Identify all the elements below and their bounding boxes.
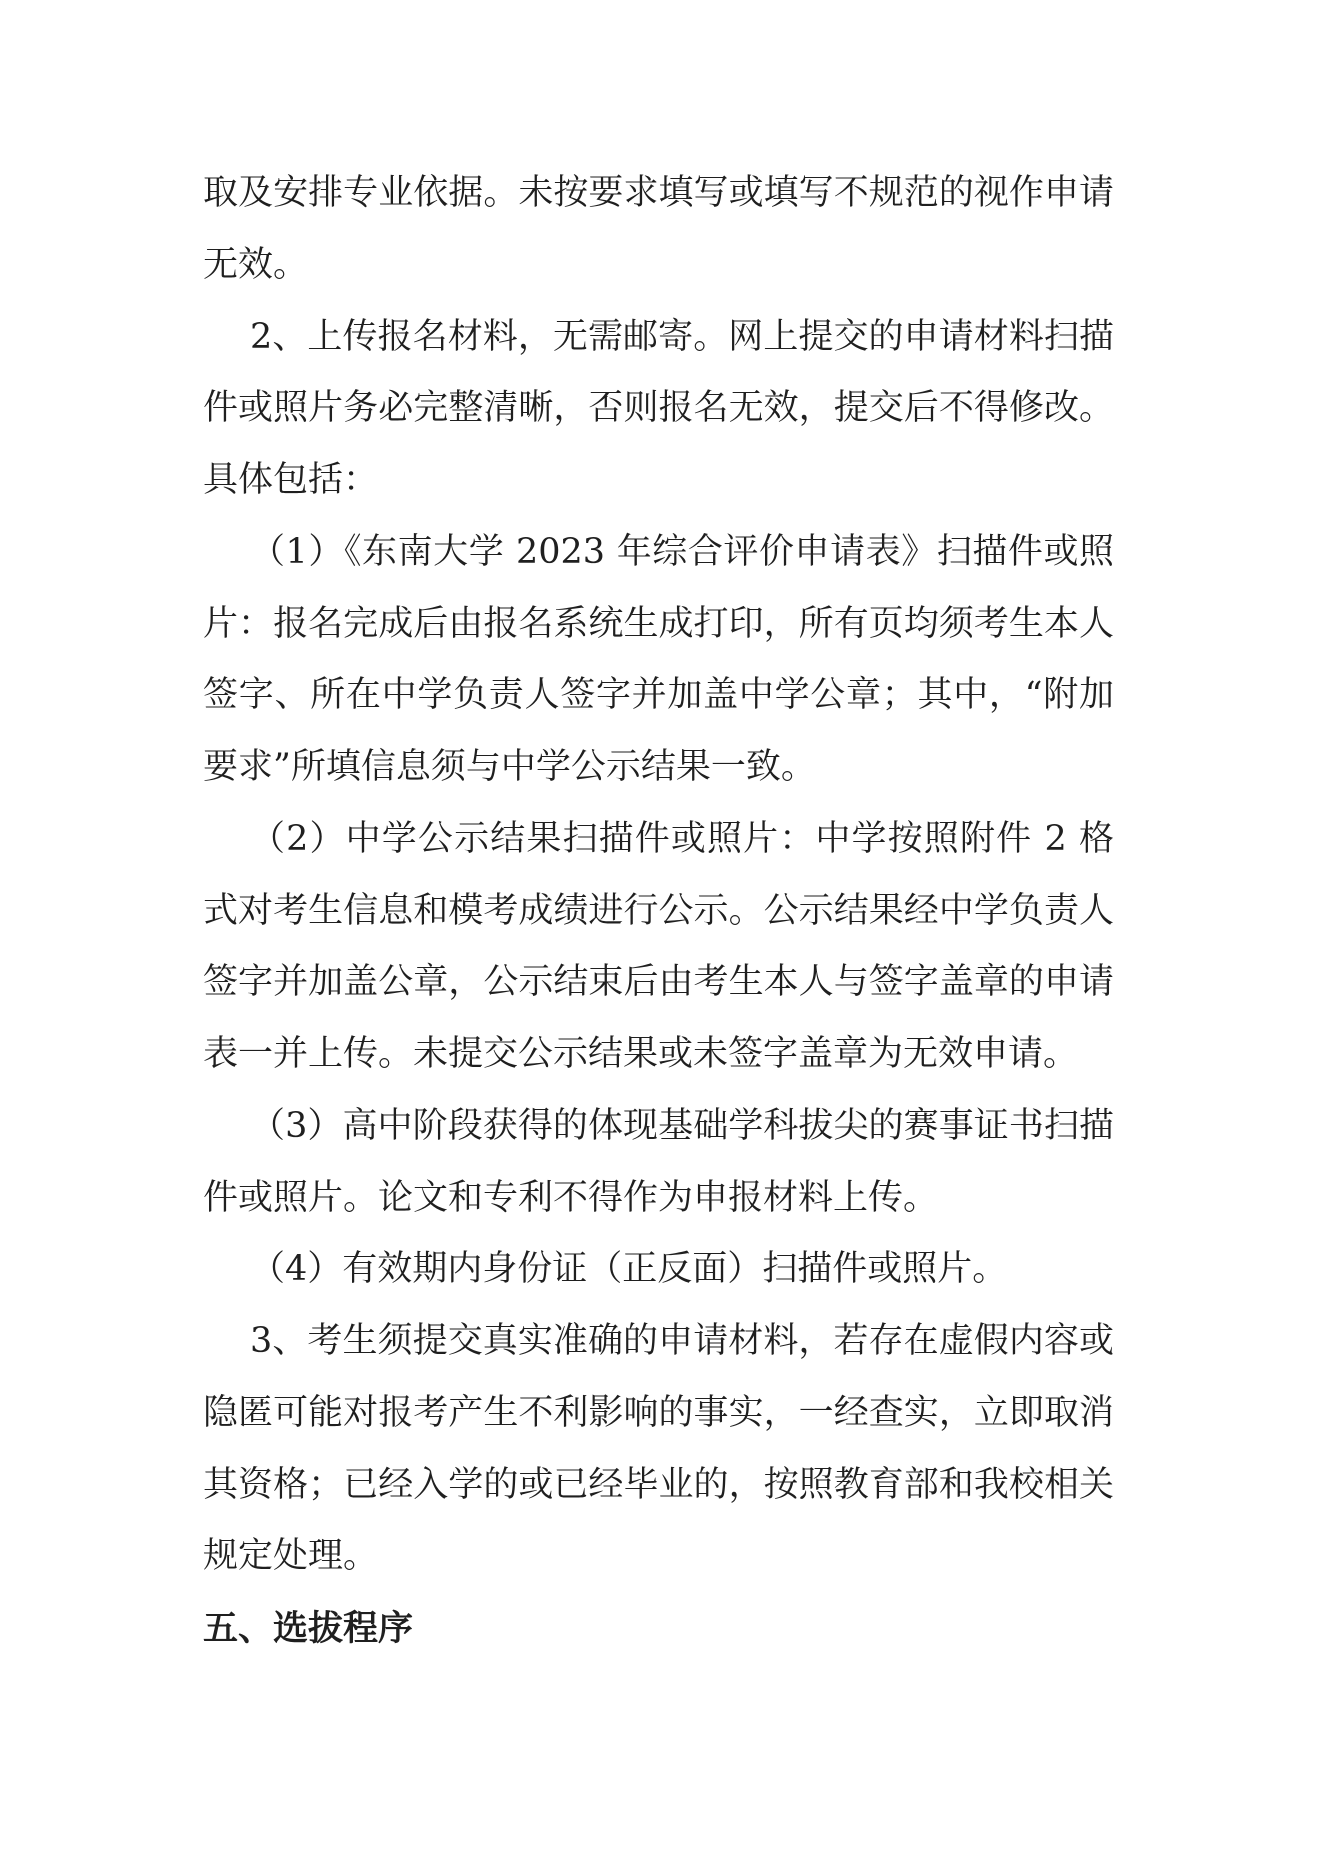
section-heading-selection-procedure: 五、选拔程序 bbox=[203, 1608, 414, 1649]
body-paragraph-continuation: 取及安排专业依据。未按要求填写或填写不规范的视作申请无效。 bbox=[203, 173, 1114, 285]
body-paragraph-subitem-4: （4）有效期内身份证（正反面）扫描件或照片。 bbox=[250, 1249, 1008, 1290]
body-paragraph-subitem-2: （2）中学公示结果扫描件或照片：中学按照附件 2 格式对考生信息和模考成绩进行公示。公示结果经中学负责人签字并加盖公章，公示结束后由考生本人与签字盖章的申请表一并上传。未提交公示结果或未签字盖章为无效申请。 bbox=[203, 818, 1114, 1074]
body-paragraph-item-2: 2、上传报名材料，无需邮寄。网上提交的申请材料扫描件或照片务必完整清晰，否则报名无效，提交后不得修改。具体包括： bbox=[203, 316, 1114, 500]
document-text-block bbox=[203, 158, 1114, 1665]
body-paragraph-subitem-3: （3）高中阶段获得的体现基础学科拔尖的赛事证书扫描件或照片。论文和专利不得作为申报材料上传。 bbox=[203, 1105, 1114, 1218]
body-paragraph-subitem-1: （1）《东南大学 2023 年综合评价申请表》扫描件或照片：报名完成后由报名系统生成打印，所有页均须考生本人签字、所在中学负责人签字并加盖中学公章；其中，“附加要求”所填信息须与中学公示结果一致。 bbox=[203, 531, 1114, 787]
body-paragraph-item-3: 3、考生须提交真实准确的申请材料，若存在虚假内容或隐匿可能对报考产生不利影响的事实，一经查实，立即取消其资格；已经入学的或已经毕业的，按照教育部和我校相关规定处理。 bbox=[203, 1321, 1114, 1577]
